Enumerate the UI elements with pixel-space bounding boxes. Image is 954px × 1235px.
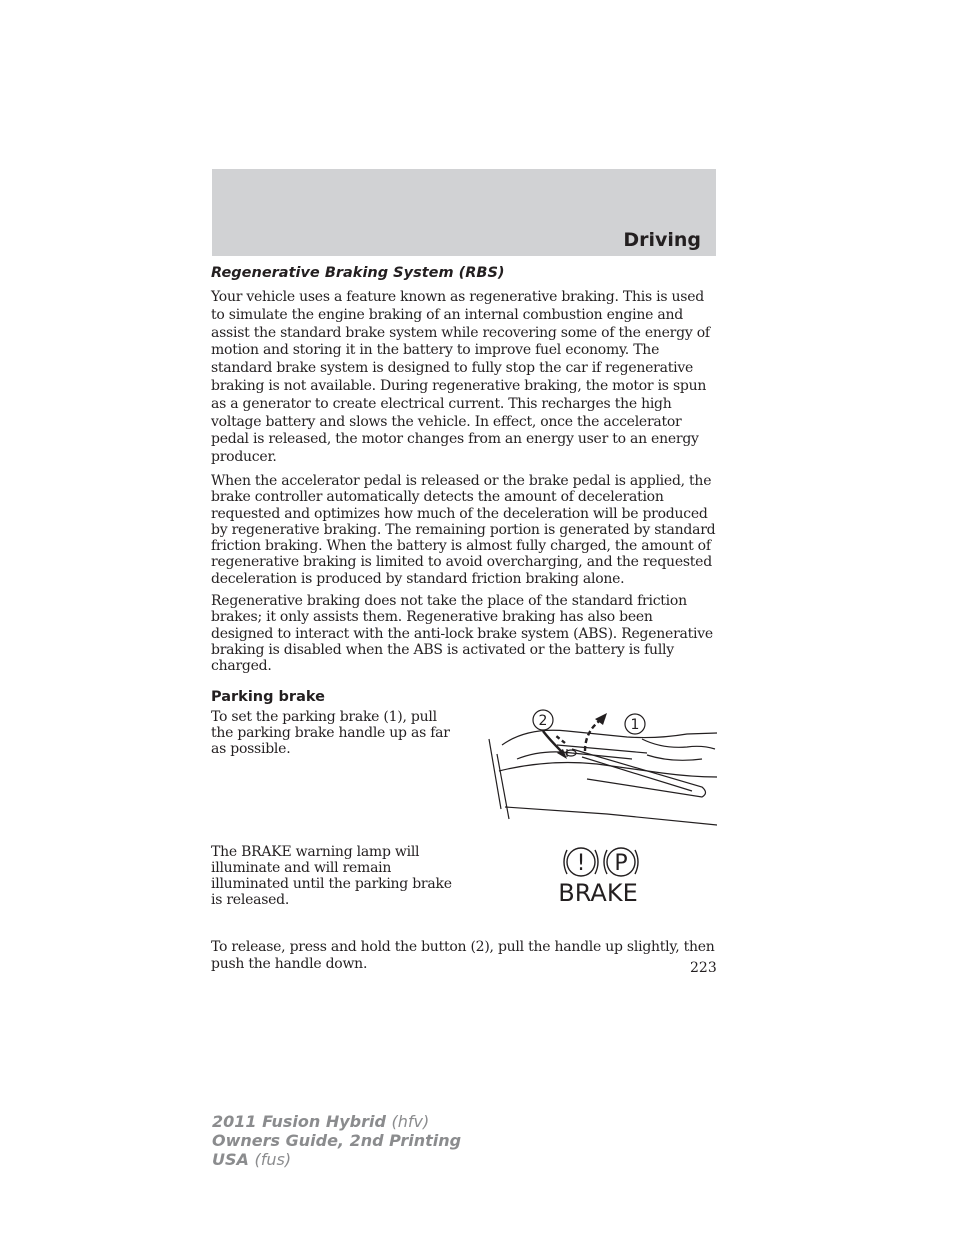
footer-model: 2011 Fusion Hybrid [212, 1112, 386, 1131]
page-number: 223 [690, 960, 717, 976]
callout-1: 1 [630, 716, 640, 733]
footer-market: USA [212, 1150, 249, 1169]
section-header-band [212, 169, 716, 256]
footer-line-2: Owners Guide, 2nd Printing [212, 1131, 462, 1150]
brake-lamp-text: The BRAKE warning lamp will illuminate and will remain illuminated until the parking brake is released. [211, 843, 452, 909]
lamp-exclaim: ! [576, 850, 586, 876]
callout-2: 2 [538, 712, 548, 729]
lamp-p: P [614, 850, 628, 876]
release-text: To release, press and hold the button (2), pull the handle up slightly, then push the handle down. [211, 938, 715, 973]
brake-warning-lamp-icon [551, 844, 646, 906]
rbs-paragraph-3: Regenerative braking does not take the place of the standard friction brakes; it only assists them. Regenerative braking has also been designed to interact with the anti-lock brake system (ABS). Regenerative braking is disabled when the ABS is activated or the battery is fully charged. [211, 593, 713, 675]
lamp-brake-label: BRAKE [558, 878, 638, 906]
parking-set-row [211, 709, 716, 844]
footer [212, 1112, 461, 1169]
footer-market-code: (fus) [254, 1150, 292, 1169]
page-content [211, 265, 716, 980]
parking-brake-heading: Parking brake [211, 688, 325, 705]
parking-set-text: To set the parking brake (1), pull the parking brake handle up as far as possible. [211, 708, 450, 758]
parking-brake-illustration [487, 709, 717, 837]
rbs-paragraph-2: When the accelerator pedal is released or the brake pedal is applied, the brake controller automatically detects the amount of deceleration requested and optimizes how much of the deceleration will be produced by regenerative braking. The remaining portion is generated by standard friction braking. When the battery is almost fully charged, the amount of regenerative braking is limited to avoid overcharging, and the requested deceleration is produced by standard friction braking alone. [211, 472, 716, 587]
parking-lamp-row [211, 844, 716, 939]
footer-line-3 [212, 1150, 461, 1169]
footer-line-1 [212, 1112, 461, 1131]
rbs-paragraph-1: Your vehicle uses a feature known as regenerative braking. This is used to simulate the engine braking of an internal combustion engine and assist the standard brake system while recovering some of the energy of motion and storing it in the battery to improve fuel economy. The standard brake system is designed to fully stop the car if regenerative braking is not available. During regenerative braking, the motor is spun as a generator to create electrical current. This recharges the high voltage battery and slows the vehicle. In effect, once the accelerator pedal is released, the motor changes from an energy user to an energy producer. [211, 289, 710, 466]
footer-model-code: (hfv) [391, 1112, 430, 1131]
section-title: Driving [623, 229, 701, 251]
rbs-heading: Regenerative Braking System (RBS) [211, 265, 505, 281]
